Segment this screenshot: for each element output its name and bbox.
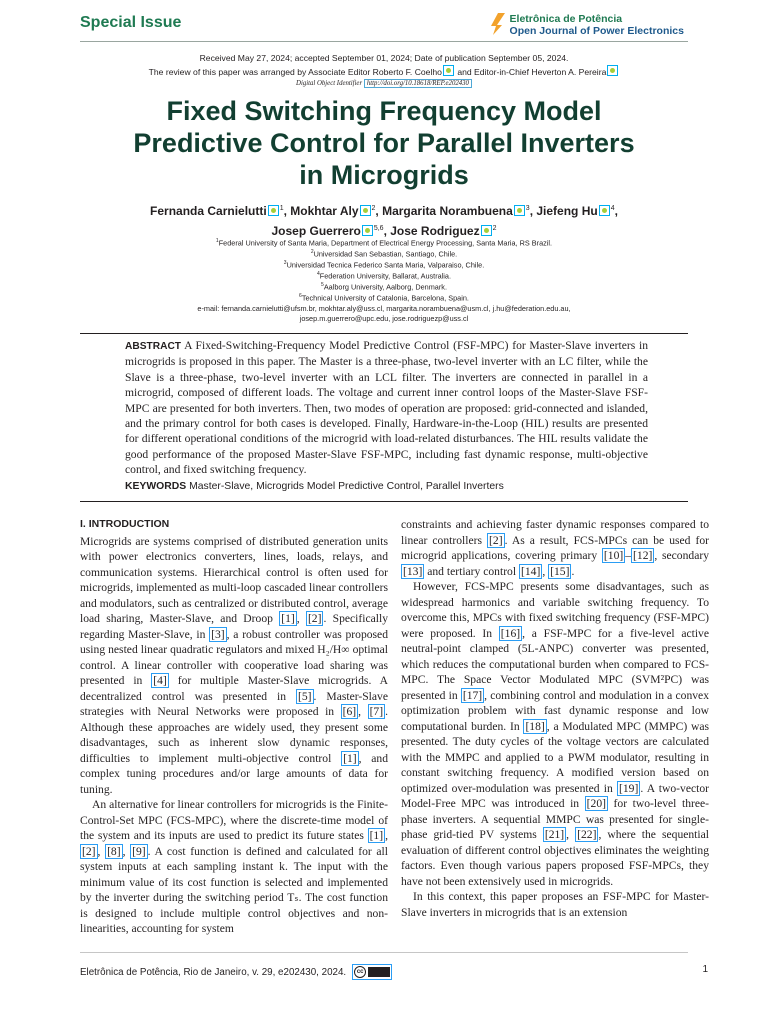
body-text: , [296, 612, 306, 625]
paper-title: Fixed Switching Frequency Model Predictive Control for Parallel Inverters in Microgrids [133, 96, 635, 190]
body-text: , combining control and modulation in a convex optimization problem with fast dynamic response and low computational burden. In [401, 688, 709, 733]
cc-license-badge[interactable] [352, 964, 392, 980]
citation-link[interactable]: [20] [586, 797, 606, 810]
body-text: , and complex tuning procedures and/or large amounts of data for tuning. [80, 751, 389, 796]
journal-subtitle: Open Journal of Power Electronics [509, 25, 684, 37]
author-name: , Jose Rodriguez [383, 224, 480, 238]
citation-link[interactable]: [15] [550, 564, 570, 578]
journal-header [491, 13, 684, 37]
body-text: . A two-vector Model-Free MPC was introduced in [401, 781, 709, 810]
citation-link[interactable]: [1] [343, 751, 357, 765]
paragraph [401, 889, 709, 920]
orcid-icon[interactable] [481, 225, 492, 236]
citation-link[interactable]: [2] [489, 533, 503, 547]
affiliation: $^1$Federal University of Santa Maria, Department of Electrical Energy Processing, Santa Maria, RS Brazil. [215, 238, 553, 248]
author-name: Josep Guerrero [271, 224, 361, 238]
body-text: , [542, 564, 549, 578]
editor-line: The review of this paper was arranged by Associate Editor Roberto F. Coelho and Editor-in-Chief Heverton A. Pereira [80, 65, 688, 79]
citation-link[interactable]: [18] [525, 719, 545, 733]
citation-link[interactable]: [4] [153, 674, 167, 687]
citation-link[interactable]: [10] [603, 549, 624, 562]
body-text: In this context, this paper proposes an FSF-MPC for Master-Slave inverters in microgrids that is an extension [401, 890, 709, 919]
body-text: . Specifically regarding Master-Slave, in [80, 612, 389, 641]
footer-divider [80, 952, 688, 953]
body-text: for two-level three-phase inverters. A sequential MMPC was presented for single-phase grid-tied PV systems [401, 797, 709, 841]
citation-link[interactable]: [1] [281, 612, 295, 625]
body-text: . Master-Slave strategies with Neural Networks were proposed in [80, 689, 388, 718]
keywords [125, 479, 648, 494]
affiliation: $^2$Universidad San Sebastian, Santiago, Chile. [310, 249, 458, 259]
email-list: e-mail: fernanda.carnielutti@ufsm.br, mokhtar.aly@uss.cl, margarita.norambuena@usm.cl, j.hu@federation.edu.au, josep.m.guerrero@upc.edu, jose.rodriguezp@uss.cl [197, 304, 571, 323]
citation-link[interactable]: [2] [307, 612, 322, 625]
body-text: . Although these approaches are widely used, they present some disadvantages, such as inherent slow dynamic responses, difficulties to implement multi-objective control [80, 705, 388, 765]
citation-link[interactable]: [13] [403, 564, 423, 578]
section-heading: I. INTRODUCTION [80, 518, 170, 530]
body-text: . As a result, FCS-MPCs can be used for microgrid applications, covering primary [401, 533, 709, 562]
paragraph [80, 797, 388, 937]
orcid-icon[interactable] [514, 205, 525, 216]
citation-link[interactable]: [21] [544, 828, 565, 841]
page-number: 1 [702, 964, 708, 975]
body-column-right [401, 517, 709, 920]
citation-link[interactable]: [17] [462, 688, 483, 702]
body-text: An alternative for linear controllers for microgrids is the Finite-Control-Set MPC (FCS-MPC), where the discrete-time model of the system and its inputs are used to predict its future states [80, 798, 388, 842]
body-text: , secondary [654, 549, 710, 562]
orcid-icon[interactable] [443, 65, 454, 76]
citation-link[interactable]: [1] [369, 829, 384, 842]
publication-meta [80, 53, 688, 78]
author-list: Fernanda Carnielutti $^1$, Mokhtar Aly $^2$, Margarita Norambuena $^3$, Jiefeng Hu $^4$, Josep Guerrero $^{5,6}$, Jose Rodriguez $^2$ [150, 204, 618, 238]
orcid-icon[interactable] [360, 205, 371, 216]
header-divider [80, 41, 688, 42]
body-text: , a Modulated MPC (MMPC) was presented. The duty cycles of the voltage vectors are calculated with the MMPC and applied to a PWM modulator, resulting in constant switching frequency. A modified version based on optimized over-modulation was presented in [401, 719, 709, 795]
body-text: , [566, 828, 576, 841]
dates-line: Received May 27, 2024; accepted September 01, 2024; Date of publication September 05, 2024. [199, 53, 569, 63]
citation-link[interactable]: [8] [107, 844, 121, 858]
citation-link[interactable]: [14] [520, 564, 541, 578]
body-text: constraints and achieving faster dynamic responses compared to linear controllers [401, 518, 709, 547]
orcid-icon[interactable] [607, 65, 618, 76]
citation-link[interactable]: [16] [500, 626, 521, 640]
author-name: Fernanda Carnielutti [150, 204, 267, 218]
abstract-body: A Fixed-Switching-Frequency Model Predictive Control (FSF-MPC) for Master-Slave inverters in microgrids is proposed in this paper. The Master is a three-phase, two-level inverter with an LC filter, while the Slave is a three-phase, two-level inverter with an LCL filter. The inverters are connected in parallel in a microgrid, composed of different loads. The voltage and current inner control loops of the Master-Slave FSF-MPC are presented for both inverters. Then, two modes of operation are proposed: grid-connected and islanded, and the primary control for both cases is developed. Finally, Hardware-in-the-Loop (HIL) results are presented for different operational conditions of the microgrid with load-related disturbances. The HIL results validate the good performance of the proposed Master-Slave FSF-MPC, including fast dynamic response, multi-objective control, and fixed switching frequency. [125, 339, 648, 477]
affiliation: $^4$Federation University, Ballarat, Australia. [316, 271, 452, 281]
cc-by-icon [368, 967, 390, 977]
body-text: . A cost function is defined and calculated for all system inputs at each sampling instant k. The input with the minimum value of its cost function is selected and implemented by the inverter during the switching period Tₛ. The cost function is designed to include multiple control objectives and non-linearities, accounting for system [80, 844, 388, 935]
body-text: , a robust controller was proposed using nested linear quadratic regulators and mixed H₂/H∞ optimal control. A linear controller with cooperative load sharing was presented in [80, 627, 388, 687]
special-issue-label: Special Issue [80, 14, 182, 31]
citation-link[interactable]: [7] [369, 705, 384, 718]
citation-link[interactable]: [6] [342, 705, 357, 718]
body-text: , where the sequential evaluation of different control objectives eliminates the weighting factors. Even though various papers proposed FSF-MPCs, they have not been extensively used in microgrids. [401, 828, 709, 888]
body-text: and tertiary control [424, 564, 519, 578]
affiliation-list [80, 237, 688, 303]
citation-link[interactable]: [2] [82, 844, 96, 858]
body-text: – [625, 549, 632, 562]
citation-link[interactable]: [22] [577, 828, 597, 841]
paragraph [401, 517, 709, 579]
affiliation: $^3$Universidad Tecnica Federico Santa Maria, Valparaiso, Chile. [283, 260, 485, 270]
journal-logo-icon [491, 13, 505, 35]
body-text: . [571, 564, 575, 578]
body-text: However, FCS-MPC presents some disadvantages, such as widespread harmonics and variable switching frequency. To overcome this, MPCs with fixed switching frequency (FSF-MPC) were proposed. In [401, 580, 709, 640]
body-text: , [97, 844, 106, 858]
footer-citation: Eletrônica de Potência, Rio de Janeiro, v. 29, e202430, 2024. cc [80, 964, 392, 980]
orcid-icon[interactable] [599, 205, 610, 216]
citation-link[interactable]: [12] [633, 549, 653, 562]
body-text: Microgrids are systems comprised of distributed generation units with power electronics converters, lines, loads, relays, and communication systems. Hierarchical control is often used for microgrids, implemented as multi-loop cascaded linear controllers and modulators, such as centralized or distributed control, average load sharing, Master-Slave, and Droop [80, 534, 388, 625]
affiliation: $^6$Technical University of Catalonia, Barcelona, Spain. [299, 293, 469, 303]
body-column-left [80, 517, 388, 937]
journal-name: Eletrônica de Potência [509, 13, 623, 25]
body-text: , [358, 705, 368, 718]
doi-link[interactable]: http://doi.org/10.18618/REP.e202430 [364, 79, 472, 88]
citation-link[interactable]: [9] [132, 844, 146, 858]
author-name: , Mokhtar Aly [283, 204, 359, 218]
citation-link[interactable]: [3] [211, 627, 225, 641]
affiliation: $^5$Aalborg University, Aalborg, Denmark. [321, 282, 447, 292]
keywords-label: KEYWORDS [125, 480, 187, 492]
orcid-icon[interactable] [268, 205, 279, 216]
body-text: for multiple Master-Slave microgrids. A decentralized control was presented in [80, 674, 388, 703]
body-text: , [385, 829, 388, 842]
abstract-label: ABSTRACT [125, 341, 182, 352]
citation-link[interactable]: [19] [619, 781, 639, 795]
author-name: , Jiefeng Hu [529, 204, 598, 218]
paragraph [80, 534, 388, 798]
orcid-icon[interactable] [362, 225, 373, 236]
cc-icon: cc [354, 966, 366, 978]
doi-line: Digital Object Identifier http://doi.org/10.18618/REP.e202430 [80, 80, 688, 87]
abstract [125, 338, 648, 478]
keywords-body: Master-Slave, Microgrids Model Predictive Control, Parallel Inverters [186, 480, 504, 492]
abstract-block [80, 333, 688, 502]
paragraph [401, 579, 709, 889]
body-text: , a FSF-MPC for a five-level active neutral-point clamped (5L-ANPC) converter was presented, which reduces the computational burden when compared to FCS-MPC. The Space Vector Modulated MPC (SVM²PC) was presented in [401, 626, 709, 702]
author-name: , Margarita Norambuena [375, 204, 513, 218]
citation-link[interactable]: [5] [298, 689, 312, 703]
body-text: , [122, 844, 131, 858]
